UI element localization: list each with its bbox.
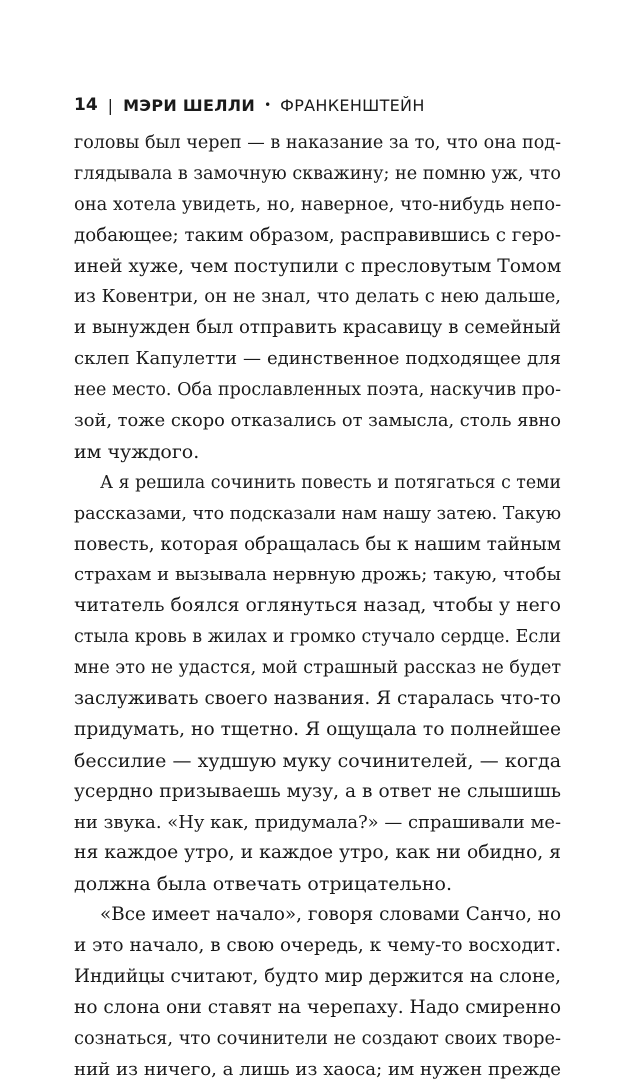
text-line: придумать, но тщетно. Я ощущала то полнейшее — [74, 718, 561, 740]
text-line: иней хуже, чем поступили с пресловутым Томом — [74, 255, 562, 277]
text-line: страхам и вызывала нервную дрожь; такую, чтобы — [74, 564, 562, 586]
text-line: должна была отвечать отрицательно. — [74, 873, 453, 896]
body-text — [74, 128, 561, 1086]
text-line: нее место. Оба прославленных поэта, наскучив про- — [74, 380, 561, 401]
text-line: стыла кровь в жилах и громко стучало сердце. Если — [74, 627, 561, 648]
text-line: глядывала в замочную скважину; не помню уж, что — [74, 163, 561, 184]
text-line: она хотела увидеть, но, наверное, что-нибудь непо- — [74, 193, 562, 215]
text-line: и это начало, в свою очередь, к чему-то восходит. — [74, 935, 561, 957]
text-line: Индийцы считают, будто мир держится на слоне, — [74, 966, 561, 988]
text-line: сознаться, что сочинители не создают своих творе- — [74, 1028, 561, 1049]
text-line: рассказами, что подсказали нам нашу затею. Такую — [74, 503, 562, 524]
page-number: 14 — [74, 95, 98, 115]
text-line: А я решила сочинить повесть и потягаться с теми — [100, 472, 561, 493]
text-line: и вынужден был отправить красавицу в семейный — [74, 317, 561, 339]
text-line: склеп Капулетти — единственное подходящее для — [74, 348, 561, 370]
text-line: ня каждое утро, и каждое утро, как ни обидно, я — [74, 842, 561, 864]
text-line: из Ковентри, он не знал, что делать с нею дальше, — [74, 286, 562, 308]
text-line: читатель боялся оглянуться назад, чтобы у него — [74, 595, 561, 617]
header-separator: | — [107, 95, 114, 115]
text-line: зой, тоже скоро отказались от замысла, столь явно — [74, 410, 561, 432]
text-line: головы был череп — в наказание за то, что она под- — [74, 133, 561, 153]
text-line: мне это не удастся, мой страшный рассказ не будет — [74, 658, 562, 679]
text-line: ни звука. «Ну как, придумала?» — спрашивали ме- — [74, 811, 561, 833]
text-line: им чуждого. — [74, 440, 200, 463]
text-line: бессилие — худшую муку сочинителей, — когда — [74, 749, 561, 772]
header-bullet: • — [264, 98, 272, 112]
running-header — [74, 95, 425, 115]
text-line: но слона они ставят на черепаху. Надо смиренно — [74, 996, 562, 1018]
text-line: повесть, которая обращалась бы к нашим тайным — [74, 533, 561, 555]
text-line: ний из ничего, а лишь из хаоса; им нужен прежде — [74, 1058, 561, 1080]
text-line: добающее; таким образом, расправившись с геро- — [74, 224, 561, 246]
header-author: МЭРИ ШЕЛЛИ — [123, 95, 256, 115]
text-line: заслуживать своего названия. Я старалась что-то — [74, 688, 561, 710]
text-line: усердно призываешь музу, а в ответ не слышишь — [74, 780, 561, 802]
header-book-title: ФРАНКЕНШТЕЙН — [280, 95, 425, 115]
text-line: «Все имеет начало», говоря словами Санчо, но — [100, 904, 562, 926]
